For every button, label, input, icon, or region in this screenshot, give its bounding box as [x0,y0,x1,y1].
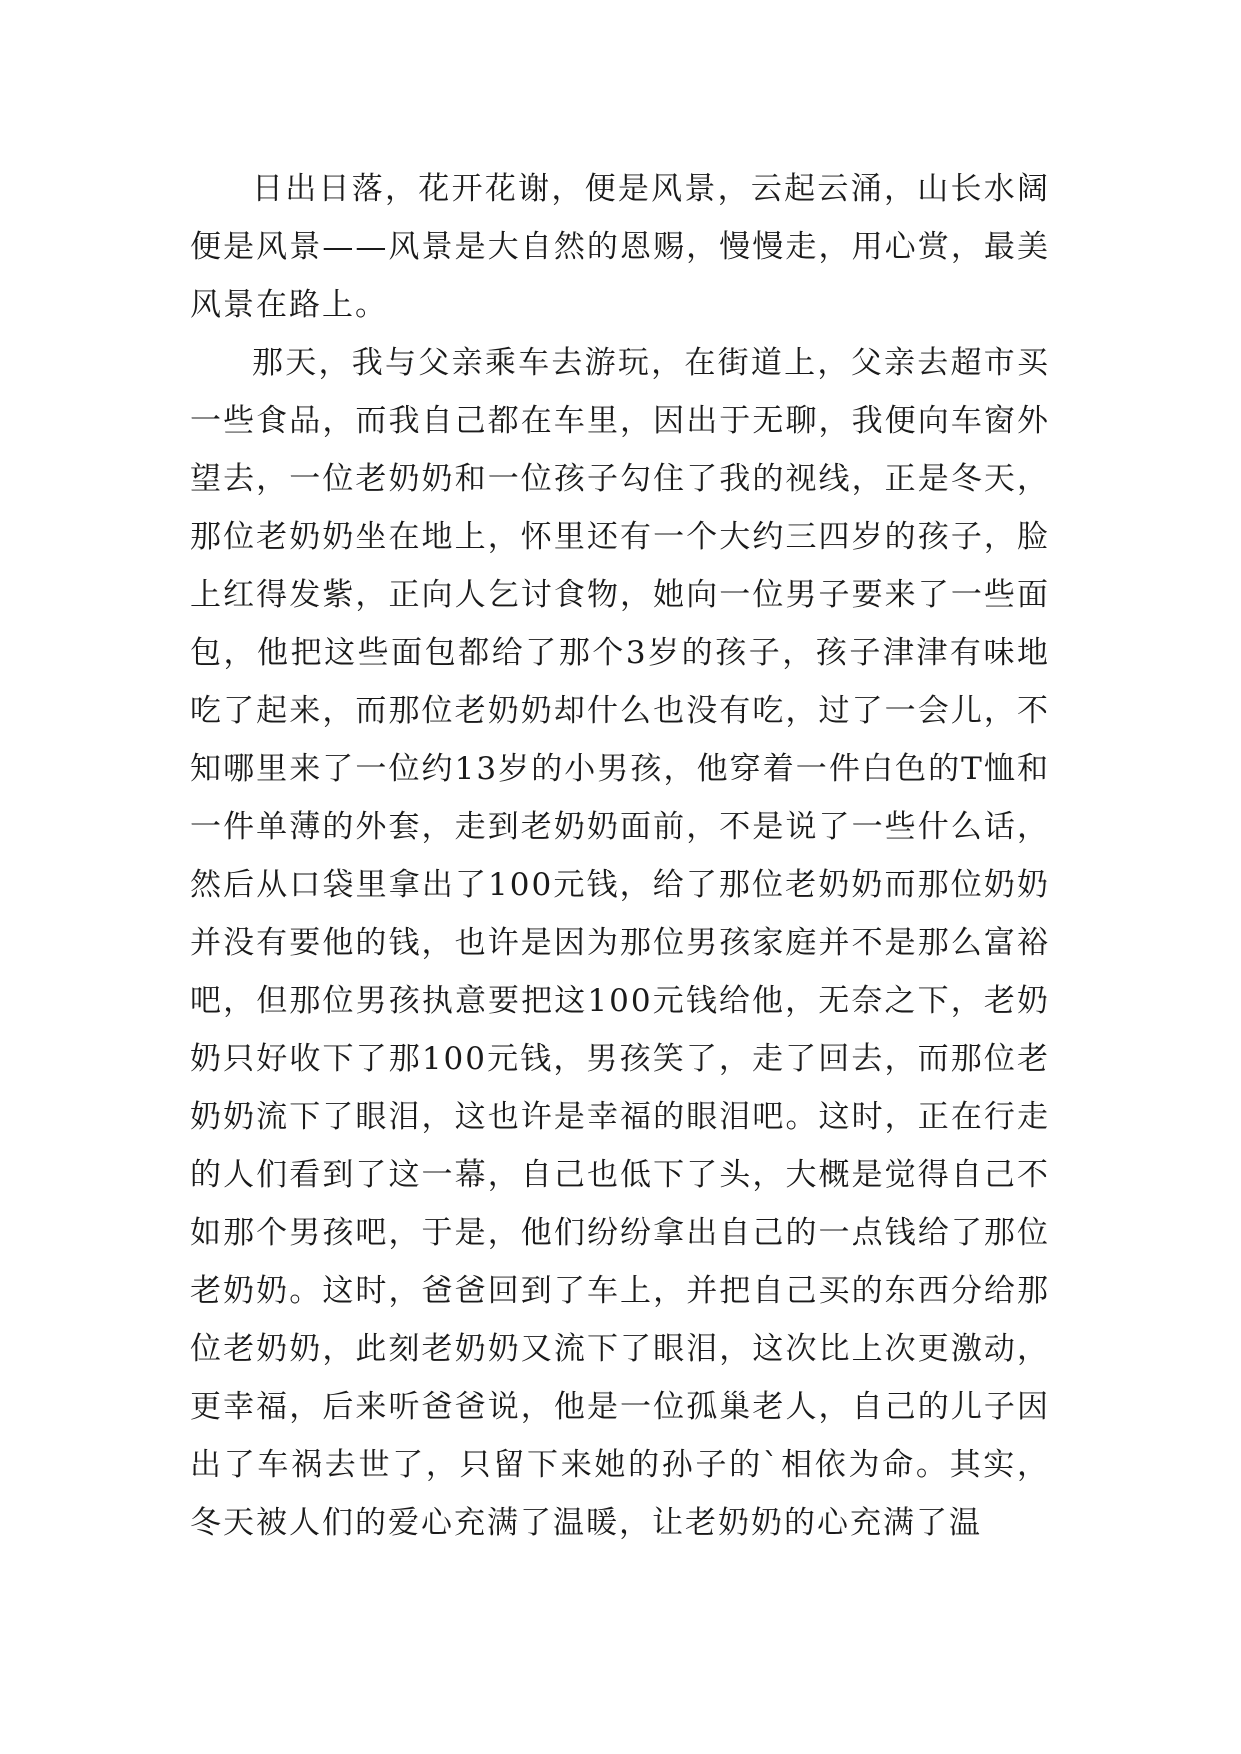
paragraph-intro: 日出日落，花开花谢，便是风景，云起云涌，山长水阔便是风景——风景是大自然的恩赐，慢慢走，用心赏，最美风景在路上。 [190,171,1050,323]
document-body [190,160,1050,1552]
paragraph-story: 那天，我与父亲乘车去游玩，在街道上，父亲去超市买一些食品，而我自己都在车里，因出于无聊，我便向车窗外望去，一位老奶奶和一位孩子勾住了我的视线，正是冬天，那位老奶奶坐在地上，怀里还有一个大约三四岁的孩子，脸上红得发紫，正向人乞讨食物，她向一位男子要来了一些面包，他把这些面包都给了那个3岁的孩子，孩子津津有味地吃了起来，而那位老奶奶却什么也没有吃，过了一会儿，不知哪里来了一位约13岁的小男孩，他穿着一件白色的T恤和一件单薄的外套，走到老奶奶面前，不是说了一些什么话，然后从口袋里拿出了100元钱，给了那位老奶奶而那位奶奶并没有要他的钱，也许是因为那位男孩家庭并不是那么富裕吧，但那位男孩执意要把这100元钱给他，无奈之下，老奶奶只好收下了那100元钱，男孩笑了，走了回去，而那位老奶奶流下了眼泪，这也许是幸福的眼泪吧。这时，正在行走的人们看到了这一幕，自己也低下了头，大概是觉得自己不如那个男孩吧，于是，他们纷纷拿出自己的一点钱给了那位老奶奶。这时，爸爸回到了车上，并把自己买的东西分给那位老奶奶，此刻老奶奶又流下了眼泪，这次比上次更激动，更幸福，后来听爸爸说，他是一位孤巢老人，自己的儿子因出了车祸去世了，只留下来她的孙子的`相依为命。其实，冬天被人们的爱心充满了温暖，让老奶奶的心充满了温 [190,345,1050,1541]
